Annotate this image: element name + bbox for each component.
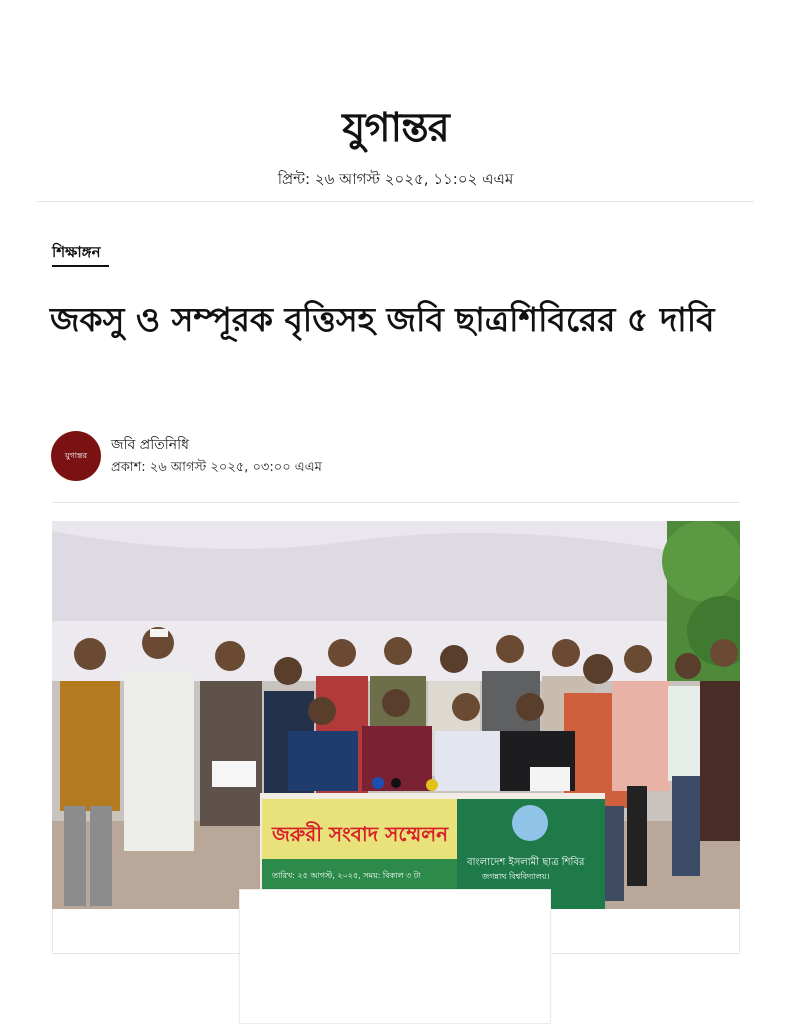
- author-block: [51, 431, 451, 481]
- category-underline: [52, 265, 109, 267]
- avatar-logo-text: যুগান্তর: [64, 450, 88, 460]
- site-logo[interactable]: যুগান্তর: [342, 104, 449, 151]
- masthead: [0, 100, 791, 156]
- author-name: জবি প্রতিনিধি: [111, 437, 189, 453]
- banner-org-sub: জগন্নাথ বিশ্ববিদ্যালয়।: [482, 872, 550, 881]
- ad-overlay[interactable]: [239, 889, 551, 1024]
- category-link[interactable]: শিক্ষাঙ্গন: [52, 243, 101, 261]
- divider: [52, 502, 740, 503]
- published-date: প্রকাশ: ২৬ আগস্ট ২০২৫, ০৩:০০ এএম: [111, 460, 322, 475]
- divider: [37, 201, 754, 202]
- article-headline: জকসু ও সম্পূরক বৃত্তিসহ জবি ছাত্রশিবিরের ৫ দাবি: [50, 300, 715, 339]
- print-date: প্রিন্ট: ২৬ আগস্ট ২০২৫, ১১:০২ এএম: [277, 170, 514, 188]
- banner-org: বাংলাদেশ ইসলামী ছাত্র শিবির: [467, 857, 585, 868]
- article-photo: [52, 521, 740, 909]
- banner-title: জরুরী সংবাদ সম্মেলন: [272, 822, 449, 846]
- banner-date: তারিখ: ২৫ আগস্ট, ২০২৫, সময়: বিকাল ৩ টা: [272, 871, 421, 880]
- avatar: [51, 431, 101, 481]
